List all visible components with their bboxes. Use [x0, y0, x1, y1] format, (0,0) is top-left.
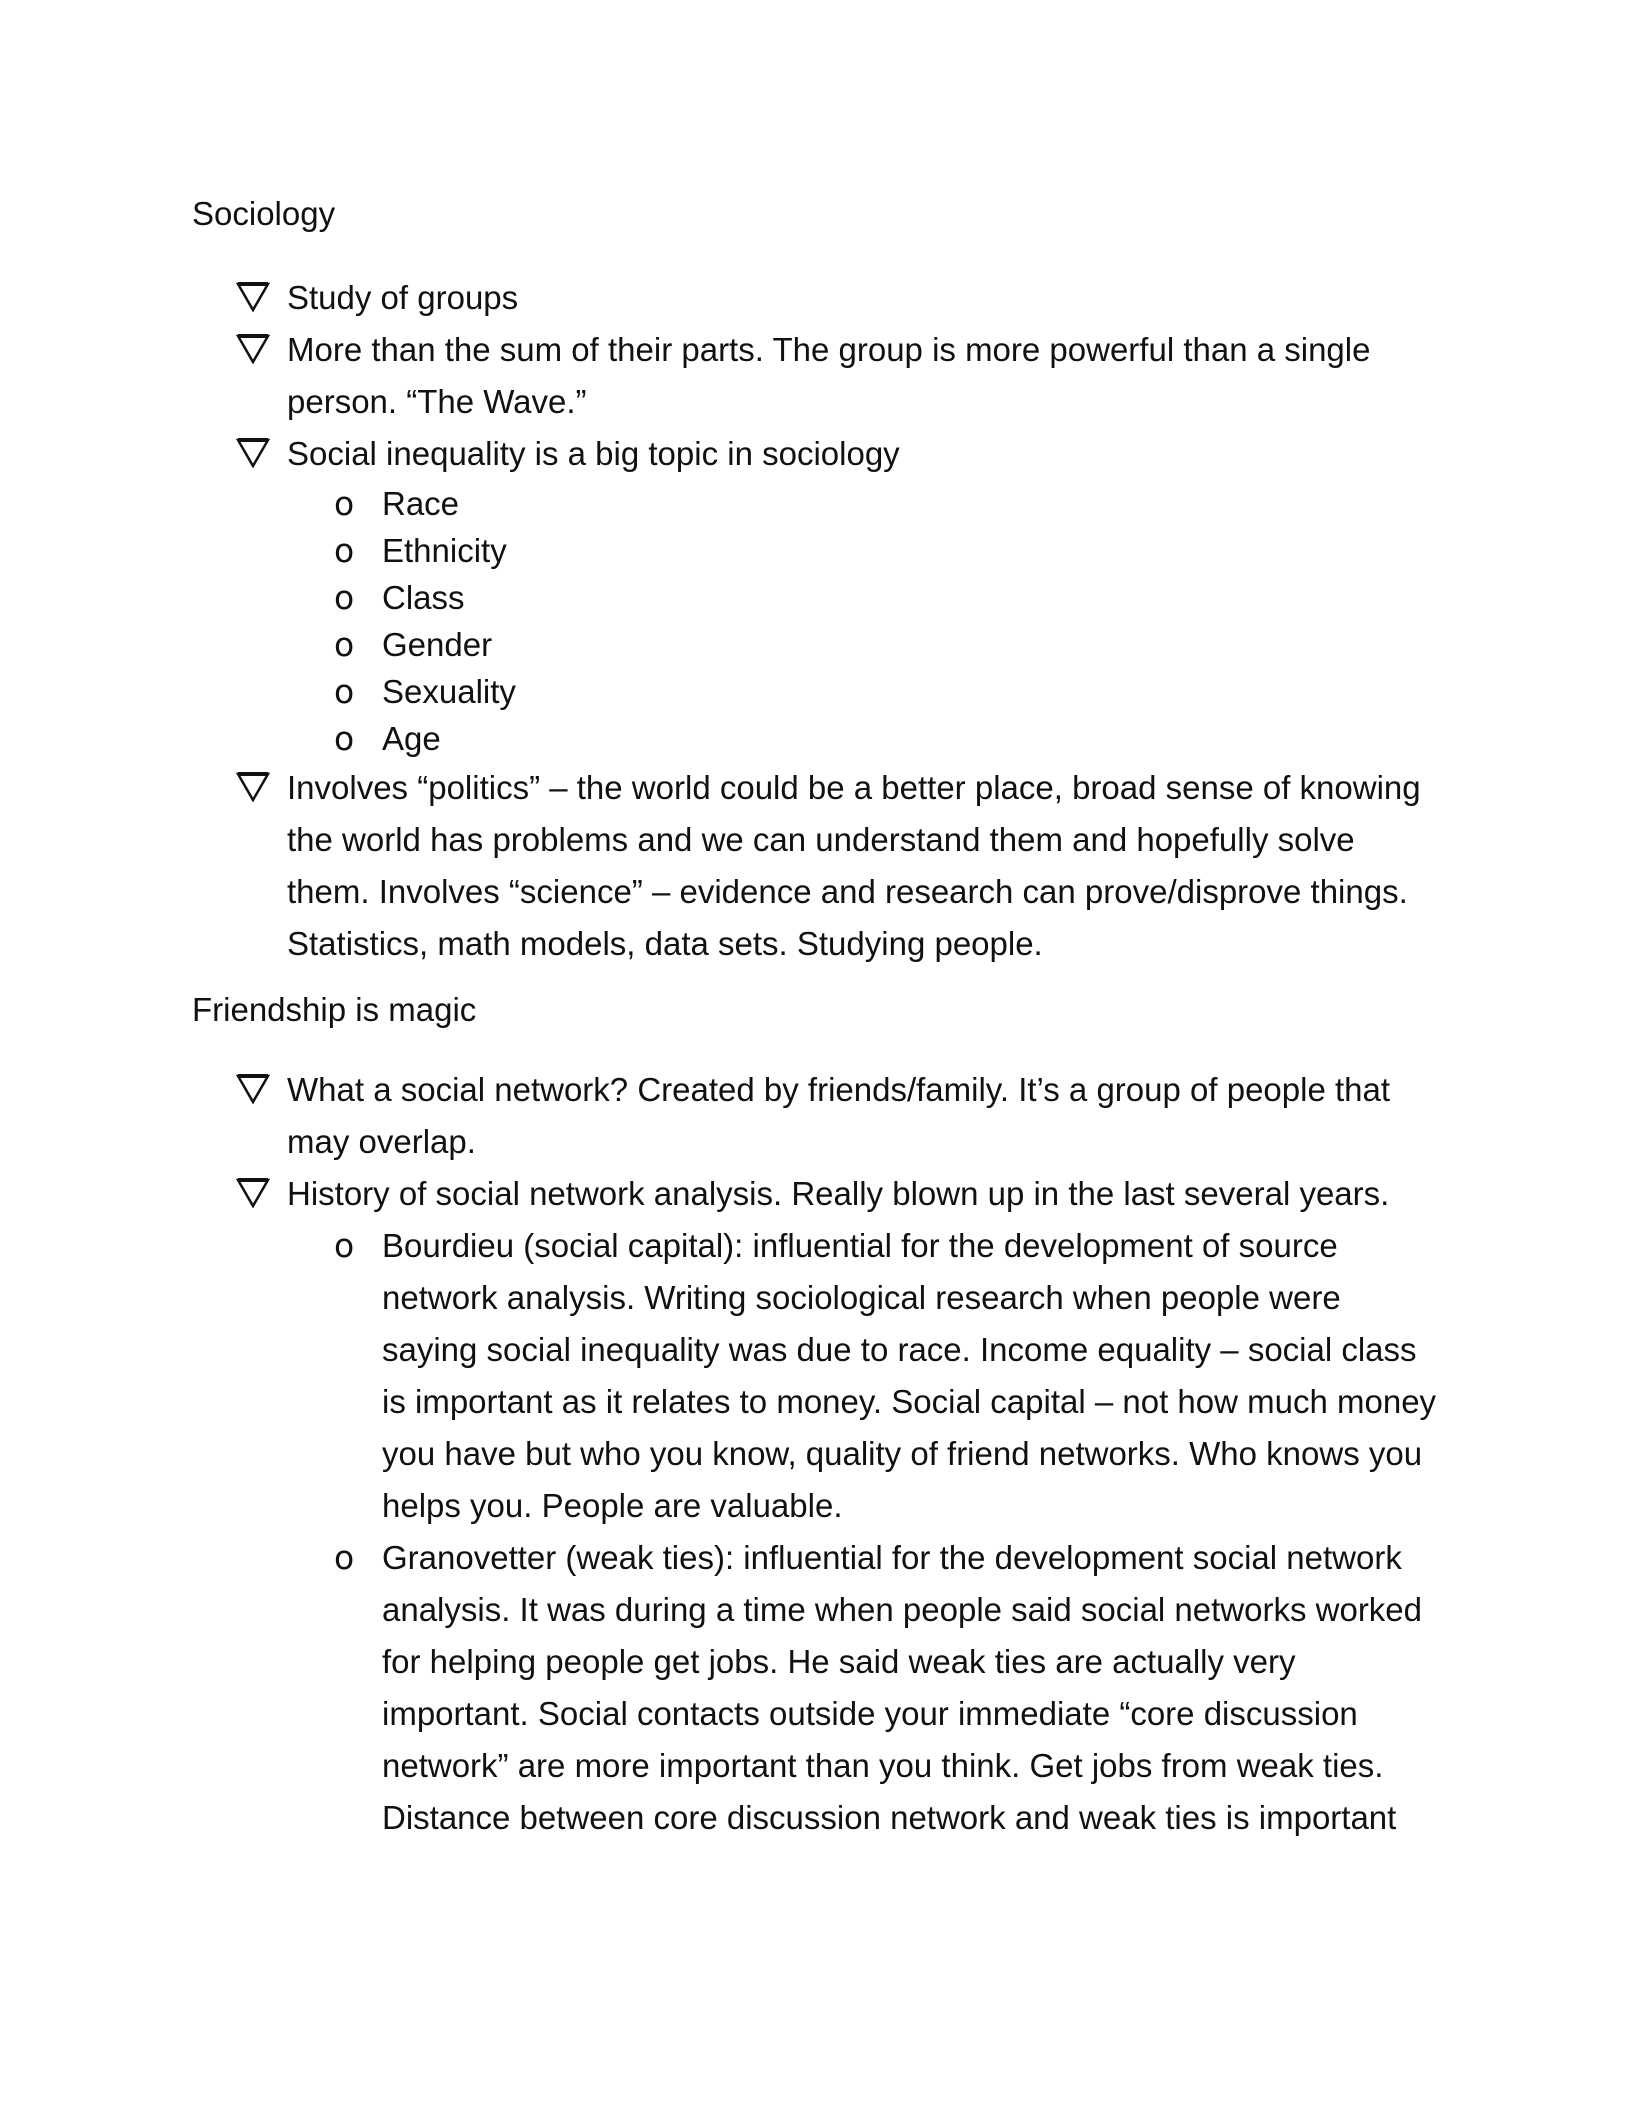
sub-list-item — [0, 1220, 1440, 1532]
sub-list-item — [0, 715, 1440, 762]
sub-list-item-text: Gender — [382, 626, 493, 663]
sub-list-item — [0, 527, 1440, 574]
sub-list-item-text: Granovetter (weak ties): influential for the development social network analysis. It was during a time when people said social networks worked for helping people get jobs. He said weak ties are actually very important. Social contacts outside your immediate “core discussion network” are more important than you think. Get jobs from weak ties. Distance between core discussion network and weak ties is important — [382, 1539, 1423, 1836]
bullet-list-friendship — [0, 1064, 1640, 1844]
sub-list-item — [0, 621, 1440, 668]
sub-list-item-text: Sexuality — [382, 673, 516, 710]
sub-list-item-text: Class — [382, 579, 465, 616]
sub-list — [0, 1220, 1440, 1844]
sub-list-item-text: Age — [382, 720, 441, 757]
nabla-triangle-icon — [236, 1064, 272, 1116]
list-item — [0, 1168, 1640, 1844]
bullet-list-sociology — [0, 272, 1640, 970]
list-item-text: Study of groups — [287, 279, 519, 316]
sub-list-item — [0, 1532, 1440, 1844]
hollow-circle-o-icon: o — [334, 719, 355, 758]
list-item-text: What a social network? Created by friends/family. It’s a group of people that may overlap. — [287, 1071, 1391, 1160]
list-item — [0, 272, 1640, 324]
sub-list-item-text: Bourdieu (social capital): influential for the development of source network analysis. Writing sociological research when people were saying social inequality was due to race. Income equality – social class is important as it relates to money. Social capital – not how much money you have but who you know, quality of friend networks. Who knows you helps you. People are valuable. — [382, 1227, 1437, 1524]
section-heading-sociology: Sociology — [192, 195, 336, 232]
hollow-circle-o-icon: o — [334, 484, 355, 523]
sub-list-item — [0, 480, 1440, 527]
nabla-triangle-icon — [236, 272, 272, 324]
sub-list-item — [0, 668, 1440, 715]
section-heading-friendship: Friendship is magic — [192, 991, 477, 1028]
hollow-circle-o-icon: o — [334, 578, 355, 617]
list-item-text: Involves “politics” – the world could be a better place, broad sense of knowing the world has problems and we can understand them and hopefully solve them. Involves “science” – evidence and research can prove/disprove things. Statistics, math models, data sets. Studying people. — [287, 769, 1421, 962]
sub-list-item — [0, 574, 1440, 621]
list-item-text: Social inequality is a big topic in sociology — [287, 435, 900, 472]
nabla-triangle-icon — [236, 324, 272, 376]
list-item-text: History of social network analysis. Really blown up in the last several years. — [287, 1175, 1390, 1212]
nabla-triangle-icon — [236, 762, 272, 814]
hollow-circle-o-icon: o — [334, 1226, 355, 1265]
list-item — [0, 1064, 1640, 1168]
hollow-circle-o-icon: o — [334, 1538, 355, 1577]
hollow-circle-o-icon: o — [334, 625, 355, 664]
sub-list-item-text: Race — [382, 485, 460, 522]
list-item — [0, 324, 1640, 428]
nabla-triangle-icon — [236, 1168, 272, 1220]
hollow-circle-o-icon: o — [334, 672, 355, 711]
list-item — [0, 762, 1640, 970]
nabla-triangle-icon — [236, 428, 272, 480]
list-item-text: More than the sum of their parts. The group is more powerful than a single person. “The Wave.” — [287, 331, 1371, 420]
hollow-circle-o-icon: o — [334, 531, 355, 570]
sub-list-item-text: Ethnicity — [382, 532, 507, 569]
sub-list — [0, 480, 1440, 762]
list-item — [0, 428, 1640, 762]
